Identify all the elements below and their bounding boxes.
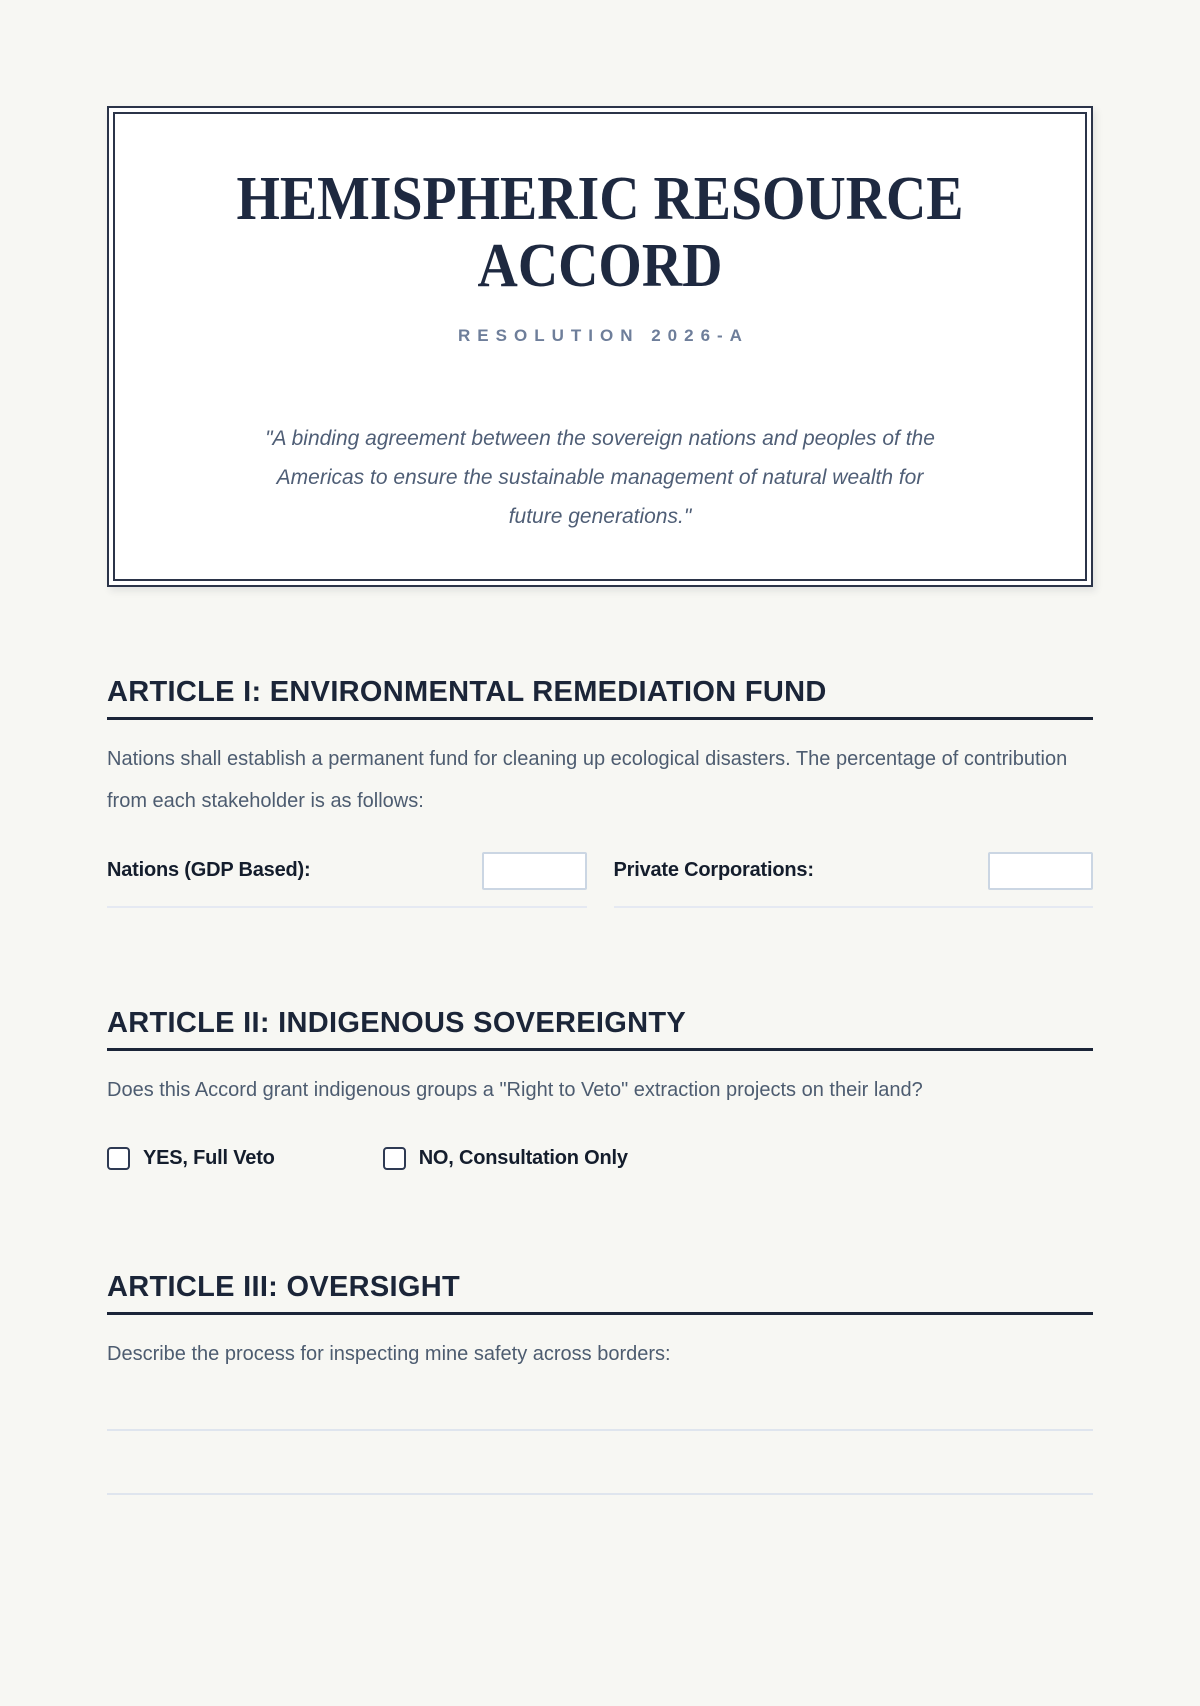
private-corporations-field-group: [614, 852, 1094, 908]
nations-gdp-input[interactable]: [482, 852, 587, 890]
yes-full-veto-label: YES, Full Veto: [143, 1146, 275, 1169]
yes-full-veto-checkbox[interactable]: [107, 1147, 130, 1170]
answer-ruled-line: [107, 1375, 1093, 1431]
accord-title: HEMISPHERIC RESOURCE ACCORD: [236, 165, 964, 300]
nations-gdp-field-group: [107, 852, 587, 908]
article-3-heading: ARTICLE III: OVERSIGHT: [107, 1272, 1093, 1315]
veto-options-row: [107, 1147, 1093, 1170]
article-2-section: [107, 1008, 1093, 1170]
article-3-section: [107, 1272, 1093, 1495]
article-3-body: Describe the process for inspecting mine safety across borders:: [107, 1342, 671, 1365]
no-consultation-only-checkbox[interactable]: [383, 1147, 406, 1170]
accord-header-card: [107, 106, 1093, 587]
private-corporations-input[interactable]: [988, 852, 1093, 890]
article-1-body: Nations shall establish a permanent fund for cleaning up ecological disasters. The percentage of contribution from each stakeholder is as follows:: [107, 747, 1068, 812]
article-2-heading: ARTICLE II: INDIGENOUS SOVEREIGNTY: [107, 1008, 1093, 1051]
contribution-fields-row: [107, 852, 1093, 908]
article-1-heading: ARTICLE I: ENVIRONMENTAL REMEDIATION FUND: [107, 677, 1093, 720]
nations-gdp-label: Nations (GDP Based):: [107, 859, 311, 882]
no-consultation-only-label: NO, Consultation Only: [418, 1146, 628, 1169]
answer-ruled-line: [107, 1431, 1093, 1495]
private-corporations-label: Private Corporations:: [613, 859, 814, 882]
option-yes-full-veto[interactable]: [107, 1147, 275, 1170]
document-body: [107, 106, 1093, 1495]
resolution-subtitle: RESOLUTION 2026-A: [458, 325, 749, 345]
option-no-consultation-only[interactable]: [383, 1147, 628, 1170]
oversight-response-area[interactable]: [107, 1375, 1093, 1495]
article-2-body: Does this Accord grant indigenous groups a "Right to Veto" extraction projects on their land?: [107, 1078, 923, 1101]
accord-quote: "A binding agreement between the sovereign nations and peoples of the Americas to ensure the sustainable management of natural wealth for future generations.": [265, 426, 935, 528]
accord-header-card-inner: [113, 112, 1087, 581]
article-1-section: [107, 677, 1093, 908]
